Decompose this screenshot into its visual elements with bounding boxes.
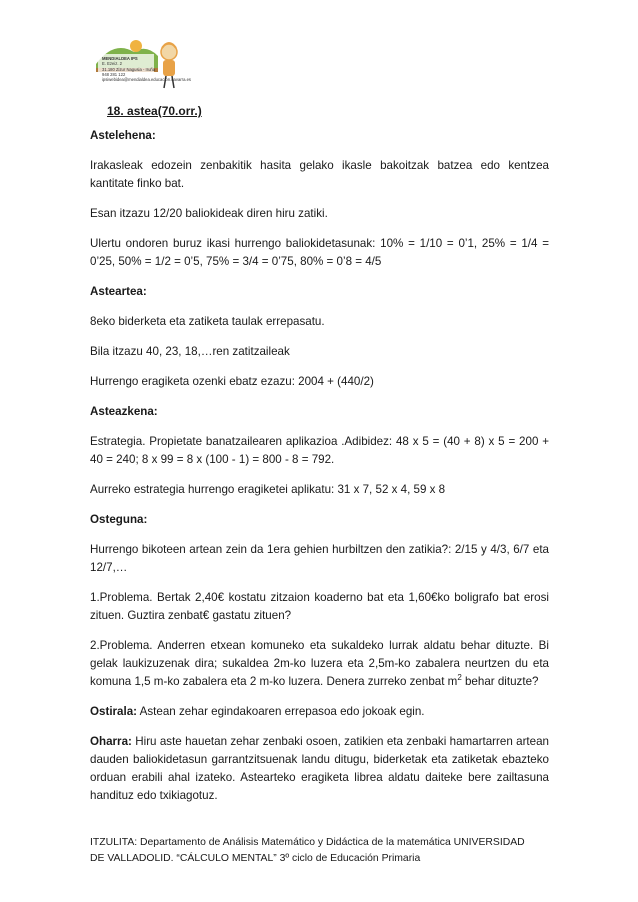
monday-paragraph: Ulertu ondoren buruz ikasi hurrengo baliokidetasunak: 10% = 1/10 = 0’1, 25% = 1/4 = 0’25, 50% = 1/2 = 0’5, 75% = 3/4 = 0’75, 80% = 0’8 = 4/5	[90, 237, 549, 268]
tuesday-paragraph: Hurrengo eragiketa ozenki ebatz ezazu: 2004 + (440/2)	[90, 375, 374, 388]
document-body	[90, 127, 549, 817]
wednesday-paragraph: Aurreko estrategia hurrengo eragiketei aplikatu: 31 x 7, 52 x 4, 59 x 8	[90, 483, 446, 496]
thursday-paragraph: 1.Problema. Bertak 2,40€ kostatu zitzaion koaderno bat eta 1,60€ko boligrafo bat erosi zituen. Guztira zenbat€ gastatu zituen?	[90, 591, 549, 622]
note-label: Oharra:	[90, 735, 132, 748]
logo-line: ipsiwebidea@mendialdea.educacion.navarra.es	[102, 77, 191, 83]
week-title: 18. astea(70.orr.)	[107, 104, 202, 118]
note-text: Hiru aste hauetan zehar zenbaki osoen, zatikien eta zenbaki hamartarren artean dauden baliokidetasun garrantzitsuenak landu ditugu, biderketak eta zatiketak ebazteko orduan erabili ahal izateko. Astearteko eragiketa librea aldatu daiteke bere zailtasuna handituz edo txikiagotuz.	[90, 735, 549, 802]
tuesday-heading: Asteartea:	[90, 285, 147, 298]
wednesday-paragraph: Estrategia. Propietate banatzailearen aplikazioa .Adibidez: 48 x 5 = (40 + 8) x 5 = 200 + 40 = 240; 8 x 99 = 8 x (100 - 1) = 800 - 8 = 792.	[90, 435, 549, 466]
problem-text-end: behar dituzte?	[461, 675, 539, 688]
logo-line: MENDIALDEA IPS	[102, 56, 138, 61]
logo-line: 31.180 Zizur Nagusia - Iruña	[102, 66, 156, 72]
monday-heading: Astelehena:	[90, 129, 156, 142]
friday-label: Ostirala:	[90, 705, 138, 718]
friday-text: Astean zehar egindakoaren errepasoa edo jokoak egin.	[137, 705, 425, 718]
wednesday-heading: Asteazkena:	[90, 405, 158, 418]
note-paragraph	[90, 733, 549, 805]
logo-line: 948 281 122	[102, 71, 126, 77]
footer-line: DE VALLADOLID. “CÁLCULO MENTAL” 3º ciclo de Educación Primaria	[90, 853, 421, 864]
logo-text	[102, 56, 191, 82]
footer-line: ITZULITA: Departamento de Análisis Matemático y Didáctica de la matemática UNIVERSIDAD	[90, 837, 525, 848]
thursday-paragraph	[90, 637, 549, 691]
thursday-heading: Osteguna:	[90, 513, 148, 526]
problem-text: 2.Problema. Anderren etxean komuneko eta sukaldeko lurrak aldatu behar dituzte. Bi gelak laukizuzenak dira; sukaldea 2m-ko luzera eta 2,5m-ko zabalera neurtzen du eta komuna 1,5 m-ko zabalera eta 2 m-ko luzera. Denera zurreko zenbat m	[90, 639, 549, 688]
school-logo	[92, 34, 191, 104]
thursday-paragraph: Hurrengo bikoteen artean zein da 1era gehien hurbiltzen den zatikia?: 2/15 y 4/3, 6/7 eta 12/7,…	[90, 543, 549, 574]
tuesday-paragraph: 8eko biderketa eta zatiketa taulak errepasatu.	[90, 315, 325, 328]
page-footer	[90, 835, 560, 867]
monday-paragraph: Esan itzazu 12/20 baliokideak diren hiru zatiki.	[90, 207, 328, 220]
superscript: 2	[457, 673, 462, 683]
friday-paragraph	[90, 703, 549, 721]
tuesday-paragraph: Bila itzazu 40, 23, 18,…ren zatitzaileak	[90, 345, 290, 358]
logo-line: E. Ezeiz. 2	[102, 61, 123, 67]
monday-paragraph: Irakasleak edozein zenbakitik hasita gelako ikasle bakoitzak batzea edo kentzea kantitate finko bat.	[90, 159, 549, 190]
